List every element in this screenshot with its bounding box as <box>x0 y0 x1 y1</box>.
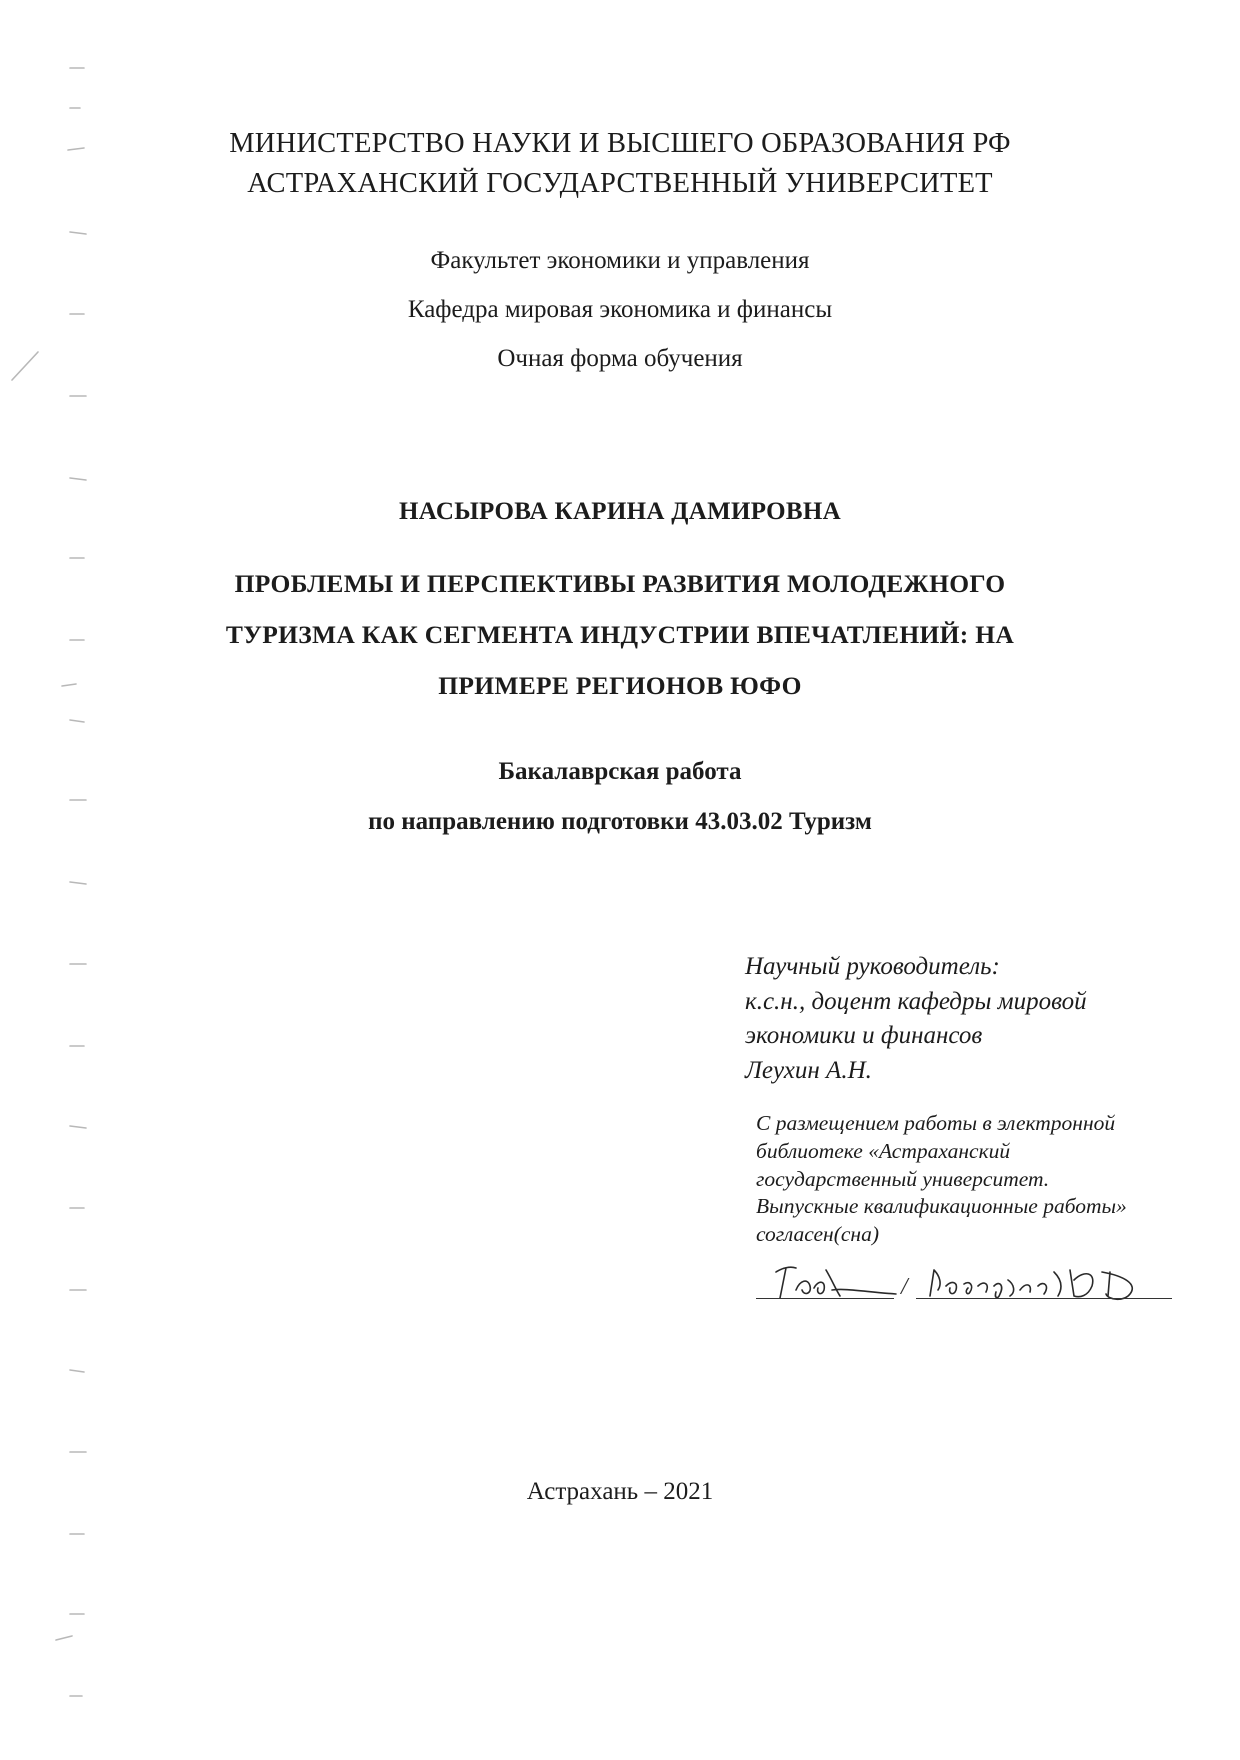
faculty-block <box>0 236 1240 383</box>
department-name: Кафедра мировая экономика и финансы <box>407 296 833 323</box>
consent-block <box>756 1110 1196 1249</box>
supervisor-position: экономики и финансов <box>745 1022 983 1049</box>
title-line: ПРОБЛЕМЫ И ПЕРСПЕКТИВЫ РАЗВИТИЯ МОЛОДЕЖНОГО <box>234 569 1006 598</box>
supervisor-block <box>745 950 1165 1088</box>
consent-line: С размещением работы в электронной <box>756 1111 1116 1135</box>
handwritten-name-signature <box>924 1250 1174 1310</box>
university-name: АСТРАХАНСКИЙ ГОСУДАРСТВЕННЫЙ УНИВЕРСИТЕТ <box>247 168 993 199</box>
consent-line: государственный университет. <box>756 1166 1050 1191</box>
title-line: ПРИМЕРЕ РЕГИОНОВ ЮФО <box>438 671 802 700</box>
consent-line: Выпускные квалификационные работы» <box>756 1194 1127 1219</box>
study-form: Очная форма обучения <box>497 345 743 372</box>
signature-row <box>756 1250 1176 1310</box>
signature-scribble-icon <box>756 1250 906 1310</box>
title-line: ТУРИЗМА КАК СЕГМЕНТА ИНДУСТРИИ ВПЕЧАТЛЕНИЙ: НА <box>225 620 1015 649</box>
supervisor-role: Научный руководитель: <box>745 953 1000 980</box>
signature-line <box>756 1298 894 1299</box>
work-type-block <box>0 747 1240 847</box>
supervisor-name: Леухин А.Н. <box>745 1056 872 1084</box>
author-name: НАСЫРОВА КАРИНА ДАМИРОВНА <box>398 498 842 525</box>
faculty-name: Факультет экономики и управления <box>430 247 810 274</box>
ministry-name: МИНИСТЕРСТВО НАУКИ И ВЫСШЕГО ОБРАЗОВАНИЯ РФ <box>229 128 1011 159</box>
thesis-title <box>0 558 1240 711</box>
supervisor-position: к.с.н., доцент кафедры мировой <box>745 987 1087 1015</box>
signature-separator: / <box>901 1274 908 1300</box>
header-institution <box>0 124 1240 204</box>
city-year: Астрахань – 2021 <box>526 1478 714 1505</box>
signature-line <box>916 1298 1172 1299</box>
study-direction: по направлению подготовки 43.03.02 Туризм <box>368 808 872 835</box>
consent-line: библиотеке «Астраханский <box>756 1138 1011 1163</box>
consent-line: согласен(сна) <box>756 1222 879 1247</box>
work-type: Бакалаврская работа <box>498 758 742 785</box>
